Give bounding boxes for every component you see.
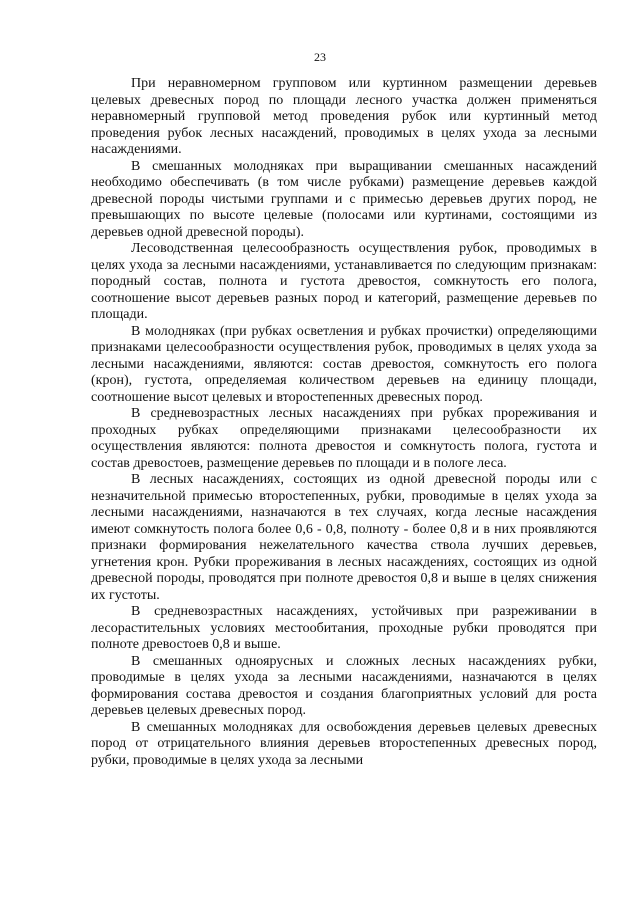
paragraph-group-felling: При неравномерном групповом или куртинном размещении деревьев целевых древесных пород по площади лесного участка должен применяться неравномерный групповой метод проведения рубок или куртинный метод проведения рубок лесных насаждений, проводимых в целях ухода за лесными насаждениями. (91, 76, 597, 157)
page-number: 23 (314, 50, 326, 64)
paragraph-young-stands-criteria: В молодняках (при рубках осветления и рубках прочистки) определяющими признаками целесообразности осуществления рубок, проводимых в целях ухода за лесными насаждениями, являются: состав древостоя, сомкнутость его полога (крон), густота, определяемая количеством деревьев на единицу площади, соотношение высот целевых и второстепенных древесных пород. (91, 323, 597, 405)
paragraph-silvicultural-expediency: Лесоводственная целесообразность осуществления рубок, проводимых в целях ухода за лесными насаждениями, устанавливается по следующим признакам: породный состав, полнота и густота древостоя, сомкнутость его полога, соотношение высот деревьев разных пород и категорий, размещение деревьев по площади. (91, 241, 597, 322)
paragraph-middle-aged-criteria: В средневозрастных лесных насаждениях при рубках прореживания и проходных рубках определяющими признаками целесообразности их осуществления являются: полнота древостоя и сомкнутость полога, густота и состав древостоев, размещение деревьев по площади и в пологе леса. (91, 406, 597, 471)
document-body (91, 76, 597, 769)
paragraph-single-species-stands: В лесных насаждениях, состоящих из одной древесной породы или с незначительной примесью второстепенных, рубки, проводимые в целях ухода за лесными насаждениями, назначаются в тех случаях, когда лесные насаждения имеют сомкнутость полога более 0,6 - 0,8, полноту - более 0,8 и в них проявляются признаки формирования нежелательного качества ствола лучших деревьев, угнетения крон. Рубки прореживания в лесных насаждениях, состоящих из одной древесной породы, проводятся при полноте древостоя 0,8 и выше в целях снижения их густоты. (91, 472, 597, 603)
paragraph-mixed-young-stands: В смешанных молодняках при выращивании смешанных насаждений необходимо обеспечивать (в том числе рубками) размещение деревьев каждой древесной породы чистыми группами и с примесью деревьев других пород, не превышающих по высоте целевые (полосами или куртинами, состоящими из деревьев одной древесной породы). (91, 158, 597, 240)
paragraph-mixed-young-release: В смешанных молодняках для освобождения деревьев целевых древесных пород от отрицательного влияния деревьев второстепенных древесных пород, рубки, проводимые в целях ухода за лесными (91, 719, 597, 768)
paragraph-middle-aged-passage-felling: В средневозрастных насаждениях, устойчивых при разреживании в лесорастительных условиях местообитания, проходные рубки проводятся при полноте древостоев 0,8 и выше. (91, 604, 597, 652)
paragraph-mixed-complex-stands: В смешанных одноярусных и сложных лесных насаждениях рубки, проводимые в целях ухода за лесными насаждениями, назначаются в целях формирования состава древостоя и создания благоприятных условий для роста деревьев целевых древесных пород. (91, 653, 597, 718)
